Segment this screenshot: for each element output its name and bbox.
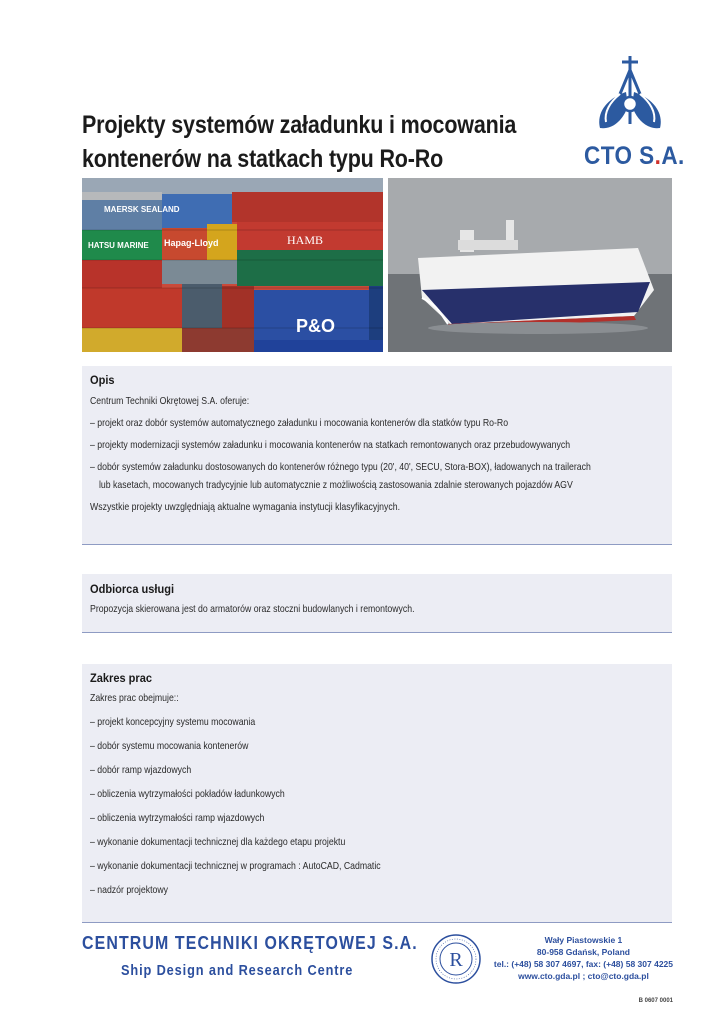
containers-photo [82,178,383,352]
section-opis [82,366,672,545]
zakres-item: – obliczenia wytrzymałości pokładów ładunkowych [90,788,285,800]
zakres-item: – wykonanie dokumentacji technicznej dla każdego etapu projektu [90,836,346,848]
footer-subtitle: Ship Design and Research Centre [121,963,354,979]
footer-address [494,934,673,982]
opis-item-3a: – dobór systemów załadunku dostosowanych do kontenerów różnego typu (20', 40', SECU, Stora-BOX), ładowanych na trailerach [90,461,591,473]
hamb-label: HAMB [287,233,324,247]
title-line-1: Projekty systemów załadunku i mocowania [82,111,517,139]
address-street: Wały Piastowskie 1 [544,935,623,945]
odbiorca-heading: Odbiorca usługi [90,582,175,596]
quality-seal-icon [430,933,482,985]
po-label: P&O [296,316,336,336]
section-zakres [82,664,672,923]
zakres-item: – projekt koncepcyjny systemu mocowania [90,716,256,728]
hatsu-label: HATSU MARINE [88,241,149,250]
address-web-link[interactable]: www.cto.gda.pl ; cto@cto.gda.pl [518,971,649,981]
section-odbiorca [82,574,672,633]
address-phone: tel.: (+48) 58 307 4697, fax: (+48) 58 307 4225 [493,959,673,969]
opis-heading: Opis [90,373,115,387]
page-title [82,108,517,176]
title-line-2: kontenerów na statkach typu Ro-Ro [82,145,444,173]
logo-text: CTO S.A. [584,142,685,170]
zakres-item: – obliczenia wytrzymałości ramp wjazdowych [90,812,265,824]
opis-item-3b: lub kasetach, mocowanych tradycyjnie lub automatycznie z możliwością zastosowania zdalnie sterowanych pojazdów AGV [99,479,573,491]
opis-item-1: – projekt oraz dobór systemów automatycznego załadunku i mocowania kontenerów dla statków typu Ro-Ro [90,417,509,429]
zakres-intro: Zakres prac obejmuje:: [90,692,179,704]
zakres-item: – dobór systemu mocowania kontenerów [90,740,249,752]
maersk-label: MAERSK SEALAND [104,205,180,214]
footer-company-name: CENTRUM TECHNIKI OKRĘTOWEJ S.A. [82,932,418,953]
zakres-item: – dobór ramp wjazdowych [90,764,192,776]
roro-ship-photo [388,178,672,352]
opis-closing: Wszystkie projekty uwzględniają aktualne wymagania instytucji klasyfikacyjnych. [90,501,401,513]
address-city: 80-958 Gdańsk, Poland [536,947,630,957]
opis-intro: Centrum Techniki Okrętowej S.A. oferuje: [90,395,250,407]
zakres-item: – wykonanie dokumentacji technicznej w programach : AutoCAD, Cadmatic [90,860,381,872]
opis-item-2: – projekty modernizacji systemów załadunku i mocowania kontenerów na statkach remontowanych oraz przebudowywanych [90,439,571,451]
odbiorca-text: Propozycja skierowana jest do armatorów oraz stoczni budowlanych i remontowych. [90,603,415,615]
document-number: B 0607 0001 [638,998,673,1004]
hapag-label: Hapag-Lloyd [164,238,219,248]
zakres-heading: Zakres prac [90,671,152,685]
zakres-item: – nadzór projektowy [90,884,168,896]
seal-letter: R [449,949,463,971]
